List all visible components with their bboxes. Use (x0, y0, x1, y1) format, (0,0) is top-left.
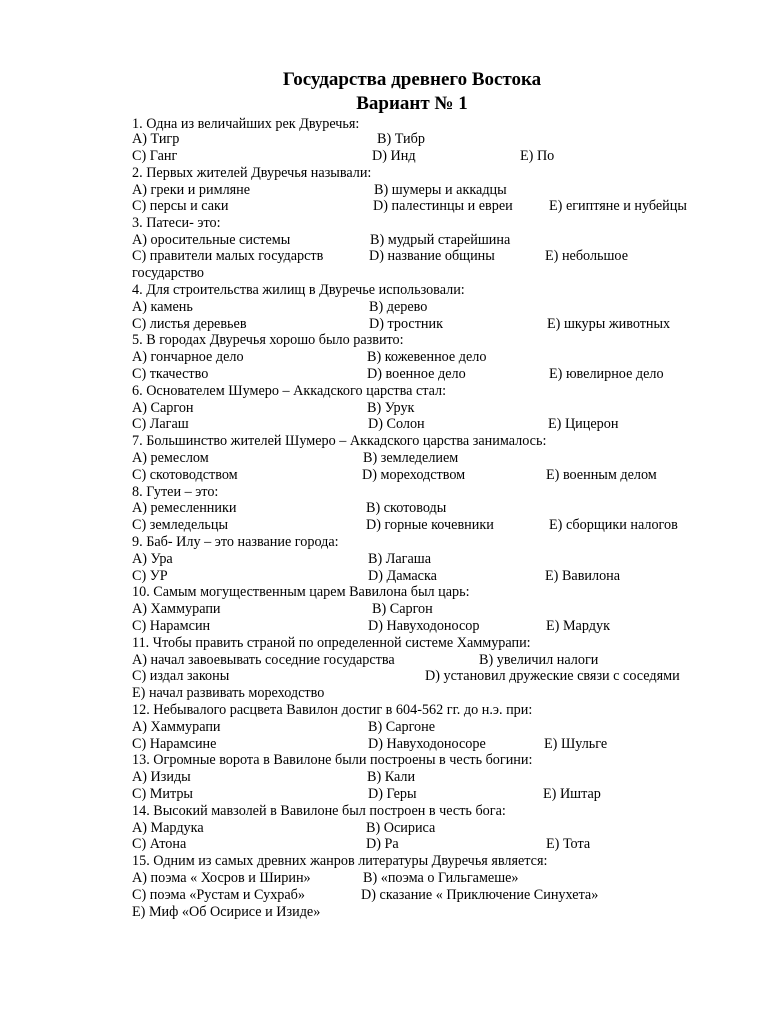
text-line (132, 752, 752, 769)
answer-option: B) дерево (369, 299, 428, 315)
question-text: 14. Высокий мавзолей в Вавилоне был построен в честь бога: (132, 803, 506, 819)
answer-option: B) Лагаша (368, 551, 431, 567)
question-text: 8. Гутеи – это: (132, 484, 219, 500)
answer-option: E) небольшое (545, 248, 628, 264)
text-line (132, 786, 752, 803)
answer-option: B) Саргон (372, 601, 433, 617)
answer-option: B) шумеры и аккадцы (374, 182, 507, 198)
answer-option: E) ювелирное дело (549, 366, 664, 382)
answer-option: A) Изиды (132, 769, 191, 785)
answer-option: D) мореходством (362, 467, 466, 483)
answer-option: A) ремесленники (132, 500, 237, 516)
answer-option: E) Цицерон (548, 416, 619, 432)
text-line (132, 182, 752, 199)
text-line (132, 853, 752, 870)
answer-option: D) Инд (372, 148, 416, 164)
text-line (132, 248, 752, 265)
text-line (132, 803, 752, 820)
answer-option: A) Хаммурапи (132, 601, 221, 617)
answer-option: A) греки и римляне (132, 182, 251, 198)
text-line (132, 668, 752, 685)
text-line (132, 568, 752, 585)
text-line (132, 148, 752, 165)
answer-option: C) ткачество (132, 366, 209, 382)
answer-option: B) увеличил налоги (479, 652, 599, 668)
answer-option: A) камень (132, 299, 193, 315)
answer-option: C) земледельцы (132, 517, 228, 533)
answer-option: A) гончарное дело (132, 349, 244, 365)
answer-option: E) Иштар (543, 786, 601, 802)
answer-option: D) Дамаска (368, 568, 437, 584)
answer-option: D) тростник (369, 316, 444, 332)
question-text: 12. Небывалого расцвета Вавилон достиг в 604-562 гг. до н.э. при: (132, 702, 533, 718)
answer-option: D) сказание « Приключение Синухета» (361, 887, 599, 903)
variant-heading: Вариант № 1 (356, 93, 468, 114)
text-line (132, 467, 752, 484)
text-line (132, 887, 752, 904)
text-line (132, 282, 752, 299)
answer-option: E) сборщики налогов (549, 517, 678, 533)
text-line (132, 904, 752, 921)
text-line (132, 517, 752, 534)
document-title: Государства древнего Востока (282, 69, 542, 90)
question-text: 11. Чтобы править страной по определенной системе Хаммурапи: (132, 635, 531, 651)
answer-option: C) Нарамсин (132, 618, 211, 634)
text-line (132, 534, 752, 551)
text-line (132, 198, 752, 215)
answer-option: C) Лагаш (132, 416, 189, 432)
answer-option: B) скотоводы (366, 500, 447, 516)
text-line (132, 265, 752, 282)
answer-option: B) Тибр (377, 131, 425, 147)
answer-option: E) египтяне и нубейцы (549, 198, 687, 214)
answer-option: E) Мардук (546, 618, 610, 634)
text-line (132, 316, 752, 333)
text-segment: E) Миф «Об Осирисе и Изиде» (132, 904, 321, 920)
question-text: 6. Основателем Шумеро – Аккадского царства стал: (132, 383, 447, 399)
answer-option: D) горные кочевники (366, 517, 494, 533)
text-line (132, 500, 752, 517)
answer-option: D) Солон (368, 416, 425, 432)
answer-option: D) военное дело (367, 366, 466, 382)
text-line (132, 232, 752, 249)
question-text: 5. В городах Двуречья хорошо было развито: (132, 332, 404, 348)
answer-option: A) Хаммурапи (132, 719, 221, 735)
question-text: 9. Баб- Илу – это название города: (132, 534, 339, 550)
answer-option: A) Ура (132, 551, 173, 567)
answer-option: E) Тота (546, 836, 591, 852)
answer-option: D) Ра (366, 836, 399, 852)
text-line (132, 165, 752, 182)
answer-option: C) скотоводством (132, 467, 238, 483)
answer-option: B) Осириса (366, 820, 436, 836)
answer-option: E) Шульге (544, 736, 608, 752)
text-line (132, 736, 752, 753)
answer-option: C) листья деревьев (132, 316, 247, 332)
answer-option: B) мудрый старейшина (370, 232, 511, 248)
answer-option: C) поэма «Рустам и Сухраб» (132, 887, 305, 903)
answer-option: A) Тигр (132, 131, 180, 147)
answer-option: C) УР (132, 568, 168, 584)
text-line (132, 635, 752, 652)
text-segment: государство (132, 265, 205, 281)
text-line (132, 836, 752, 853)
text-line (132, 652, 752, 669)
answer-option: B) «поэма о Гильгамеше» (363, 870, 519, 886)
question-text: 13. Огромные ворота в Вавилоне были построены в честь богини: (132, 752, 533, 768)
text-line (132, 433, 752, 450)
text-line (132, 366, 752, 383)
answer-option: E) военным делом (546, 467, 657, 483)
text-line (132, 332, 752, 349)
answer-option: A) Мардука (132, 820, 204, 836)
answer-option: C) Митры (132, 786, 193, 802)
answer-option: A) ремеслом (132, 450, 209, 466)
text-line (132, 383, 752, 400)
answer-option: A) Саргон (132, 400, 194, 416)
answer-option: D) Навуходоносоре (368, 736, 486, 752)
text-line (132, 618, 752, 635)
answer-option: C) Атона (132, 836, 187, 852)
text-line (132, 820, 752, 837)
question-text: 15. Одним из самых древних жанров литературы Двуречья является: (132, 853, 548, 869)
answer-option: E) По (520, 148, 555, 164)
text-line (132, 349, 752, 366)
text-line (132, 215, 752, 232)
answer-option: B) Урук (367, 400, 415, 416)
question-text: 1. Одна из величайших рек Двуречья: (132, 116, 360, 132)
text-line (132, 484, 752, 501)
answer-option: C) персы и саки (132, 198, 229, 214)
question-text: 3. Патеси- это: (132, 215, 221, 231)
text-line (132, 769, 752, 786)
answer-option: B) земледелием (363, 450, 459, 466)
question-text: 2. Первых жителей Двуречья называли: (132, 165, 372, 181)
answer-option: B) кожевенное дело (367, 349, 487, 365)
answer-option: D) Навуходоносор (368, 618, 480, 634)
question-text: 4. Для строительства жилищ в Двуречье использовали: (132, 282, 465, 298)
text-line (132, 299, 752, 316)
text-line (132, 416, 752, 433)
text-line (132, 551, 752, 568)
answer-option: D) установил дружеские связи с соседями (425, 668, 680, 684)
text-line (132, 685, 752, 702)
question-text: 7. Большинство жителей Шумеро – Аккадского царства занималось: (132, 433, 547, 449)
text-line (132, 870, 752, 887)
text-line (132, 702, 752, 719)
answer-option: D) палестинцы и евреи (373, 198, 513, 214)
answer-option: C) правители малых государств (132, 248, 324, 264)
question-text: 10. Самым могущественным царем Вавилона был царь: (132, 584, 470, 600)
answer-option: A) начал завоевывать соседние государства (132, 652, 395, 668)
answer-option: B) Саргоне (368, 719, 436, 735)
answer-option: E) шкуры животных (547, 316, 671, 332)
answer-option: A) оросительные системы (132, 232, 291, 248)
answer-option: C) Нарамсине (132, 736, 217, 752)
answer-option: E) Вавилона (545, 568, 621, 584)
answer-option: C) Ганг (132, 148, 178, 164)
answer-option: D) Геры (368, 786, 417, 802)
text-line (132, 601, 752, 618)
answer-option: C) издал законы (132, 668, 230, 684)
text-segment: E) начал развивать мореходство (132, 685, 325, 701)
text-line (132, 131, 752, 148)
text-line (132, 450, 752, 467)
text-line (132, 584, 752, 601)
answer-option: A) поэма « Хосров и Ширин» (132, 870, 311, 886)
answer-option: B) Кали (367, 769, 416, 785)
answer-option: D) название общины (369, 248, 495, 264)
text-line (132, 719, 752, 736)
text-line (132, 400, 752, 417)
